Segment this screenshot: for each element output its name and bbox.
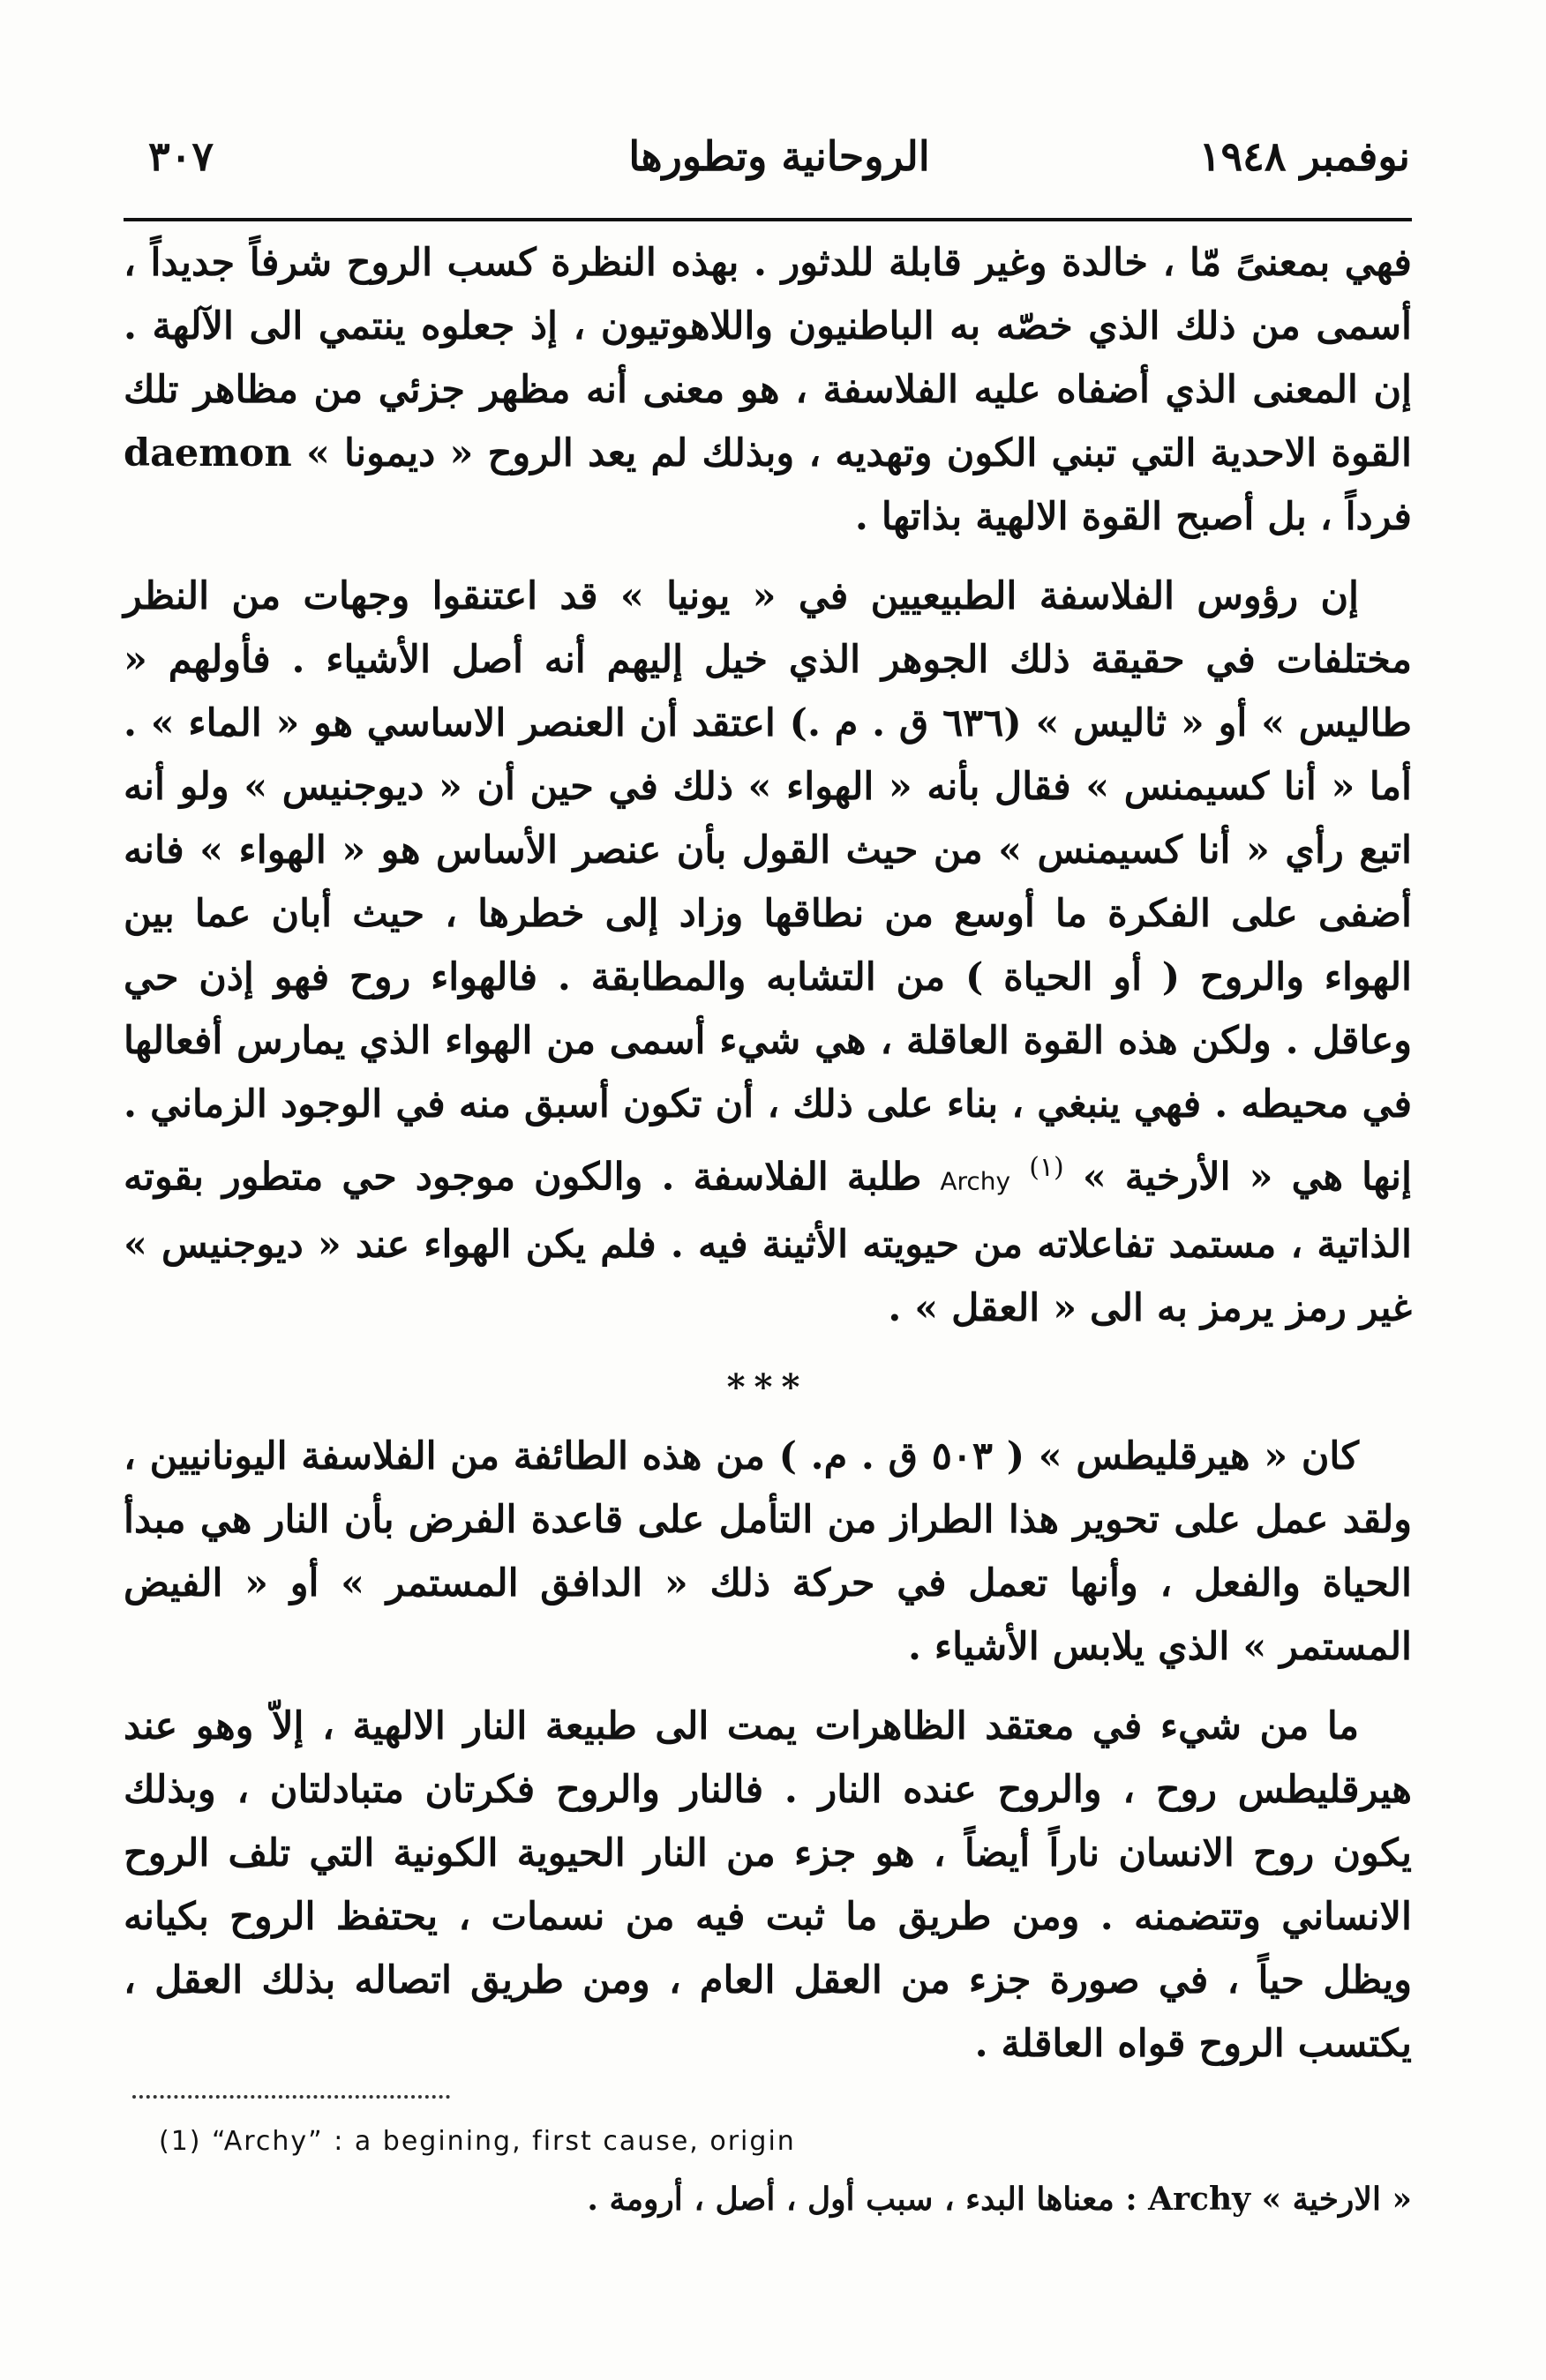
paragraph-3: كان « هيرقليطس » ( ٥٠٣ ق . م. ) من هذه الطائفة من الفلاسفة اليونانيين ، ولقد عمل على تحوير هذا الطراز من التأمل على قاعدة الفرض بأن النار هي مبدأ الحياة والفعل ، وأنها تعمل في حركة ذلك « الدافق المستمر » أو « الفيض المستمر » الذي يلابس الأشياء . (124, 1434, 1412, 1670)
header-title: الروحانية وتطورها (628, 132, 930, 180)
latin-term-archy: Archy (940, 1166, 1011, 1196)
paragraph-1: فهي بمعنىً مّا ، خالدة وغير قابلة للدثور . بهذه النظرة كسب الروح شرفاً جديداً ، أسمى من ذلك الذي خصّه به الباطنيون واللاهوتيون ، إذ جعلوه ينتمي الى الآلهة . إن المعنى الذي أضفاه عليه الفلاسفة ، هو معنى أنه مظهر جزئي من مظاهر تلك القوة الاحدية التي تبني الكون وتهديه ، وبذلك لم يعد الروح « ديمونا » daemon فرداً ، بل أصبح القوة الالهية بذاتها . (124, 241, 1412, 539)
footnote-english: (1) “Archy” : a begining, first cause, origin (159, 2126, 796, 2157)
header-date: نوفمبر ١٩٤٨ (1198, 132, 1410, 180)
running-header (148, 132, 1410, 194)
body-text (124, 231, 1412, 2092)
footnote-divider (132, 2095, 450, 2099)
section-separator: *** (726, 1366, 809, 1409)
page-number: ٣٠٧ (148, 132, 214, 180)
paragraph-2-part-1: إن رؤوس الفلاسفة الطبيعيين في « يونيا » قد اعتنقوا وجهات من النظر مختلفات في حقيقة ذلك الجوهر الذي خيل إليهم أنه أصل الأشياء . فأولهم « طاليس » أو « ثاليس » (٦٣٦ ق . م .) اعتقد أن العنصر الاساسي هو « الماء » . أما « أنا كسيمنس » فقال بأنه « الهواء » ذلك في حين أن « ديوجنيس » ولو أنه اتبع رأي « أنا كسيمنس » من حيث القول بأن عنصر الأساس هو « الهواء » فانه أضفى على الفكرة ما أوسع من نطاقها وزاد إلى خطرها ، حيث أبان عما بين الهواء والروح ( أو الحياة ) من التشابه والمطابقة . فالهواء روح فهو إذن حي وعاقل . ولكن هذه القوة العاقلة ، هي شيء أسمى من الهواء الذي يمارس أفعالها في محيطه . فهي ينبغي ، بناء على ذلك ، أن تكون أسبق منه في الوجود الزماني . إنها هي « الأرخية » (124, 574, 1412, 1200)
paragraph-2 (124, 565, 1412, 1340)
paragraph-4: ما من شيء في معتقد الظاهرات يمت الى طبيعة النار الالهية ، إلاّ وهو عند هيرقليطس روح ، والروح عنده النار . فالنار والروح فكرتان متبادلتان ، وبذلك يكون روح الانسان ناراً أيضاً ، هو جزء من النار الحيوية الكونية التي تلف الروح الانساني وتتضمنه . ومن طريق ما ثبت فيه من نسمات ، يحتفظ الروح بكيانه ويظل حياً ، في صورة جزء من العقل العام ، ومن طريق اتصاله بذلك العقل ، يكتسب الروح قواه العاقلة . (124, 1704, 1412, 2067)
footnote-reference: (١) (1029, 1152, 1064, 1183)
footnote-arabic: « الارخية » Archy : معناها البدء ، سبب أول ، أصل ، أرومة . (587, 2181, 1412, 2218)
header-rule (124, 218, 1412, 221)
paragraph-2-part-2: طلبة الفلاسفة . والكون موجود حي متطور بقوته الذاتية ، مستمد تفاعلاته من حيويته الأثينة فيه . فلم يكن الهواء عند « ديوجنيس » غير رمز يرمز به الى « العقل » . (124, 1155, 1412, 1331)
